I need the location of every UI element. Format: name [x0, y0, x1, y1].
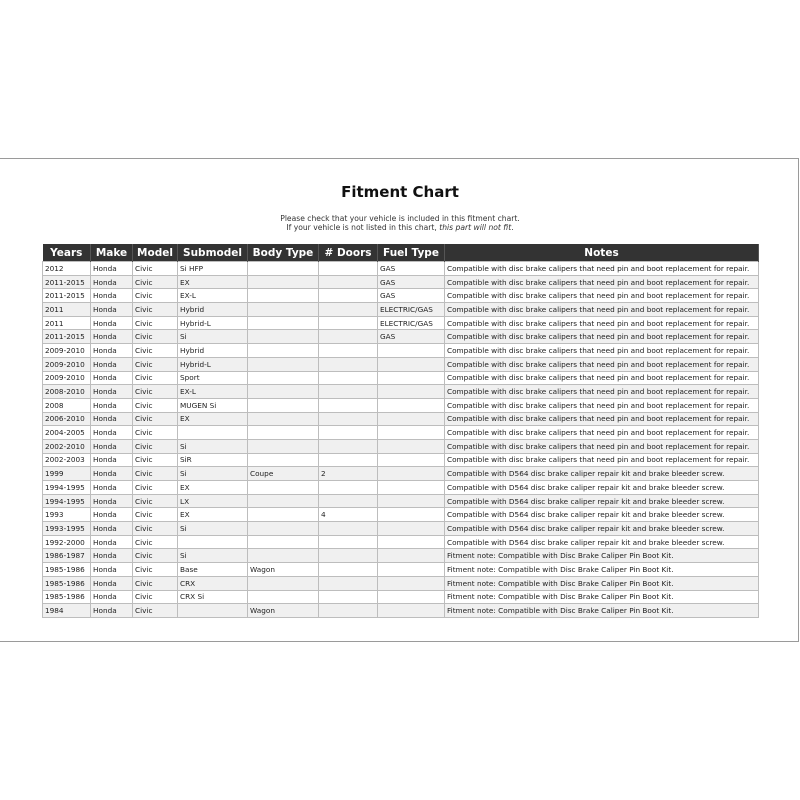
doors-cell: [319, 481, 378, 495]
submodel-cell: CRX: [178, 576, 248, 590]
notes-cell: Compatible with disc brake calipers that need pin and boot replacement for repair.: [445, 330, 759, 344]
submodel-cell: [178, 604, 248, 618]
notes-cell: Compatible with D564 disc brake caliper repair kit and brake bleeder screw.: [445, 522, 759, 536]
table-row: [43, 385, 759, 399]
submodel-cell: Si: [178, 522, 248, 536]
submodel-cell: EX: [178, 412, 248, 426]
doors-cell: [319, 385, 378, 399]
submodel-cell: SiR: [178, 453, 248, 467]
make-cell: Honda: [91, 508, 133, 522]
table-row: [43, 330, 759, 344]
body-type-cell: Coupe: [248, 467, 319, 481]
submodel-cell: Hybrid: [178, 303, 248, 317]
body-type-cell: [248, 398, 319, 412]
make-cell: Honda: [91, 357, 133, 371]
make-cell: Honda: [91, 522, 133, 536]
body-type-cell: [248, 494, 319, 508]
submodel-cell: EX-L: [178, 289, 248, 303]
model-cell: Civic: [133, 398, 178, 412]
years-cell: 1984: [43, 604, 91, 618]
years-cell: 1993: [43, 508, 91, 522]
doors-cell: [319, 330, 378, 344]
years-cell: 2002-2003: [43, 453, 91, 467]
body-type-cell: [248, 481, 319, 495]
submodel-cell: Hybrid: [178, 344, 248, 358]
notes-cell: Compatible with D564 disc brake caliper repair kit and brake bleeder screw.: [445, 494, 759, 508]
doors-cell: [319, 357, 378, 371]
notes-cell: Compatible with disc brake calipers that need pin and boot replacement for repair.: [445, 275, 759, 289]
doors-cell: [319, 412, 378, 426]
table-body: [43, 262, 759, 618]
table-row: [43, 344, 759, 358]
doors-cell: [319, 344, 378, 358]
notes-cell: Compatible with disc brake calipers that need pin and boot replacement for repair.: [445, 453, 759, 467]
doors-cell: [319, 426, 378, 440]
make-cell: Honda: [91, 385, 133, 399]
years-cell: 2011-2015: [43, 289, 91, 303]
years-cell: 1999: [43, 467, 91, 481]
years-cell: 2009-2010: [43, 344, 91, 358]
body-type-cell: Wagon: [248, 604, 319, 618]
subtitle-line-2-emphasis: this part will not fit: [439, 223, 512, 232]
model-cell: Civic: [133, 590, 178, 604]
make-cell: Honda: [91, 344, 133, 358]
body-type-cell: [248, 289, 319, 303]
model-cell: Civic: [133, 549, 178, 563]
table-row: [43, 412, 759, 426]
model-cell: Civic: [133, 576, 178, 590]
body-type-cell: [248, 344, 319, 358]
doors-cell: [319, 371, 378, 385]
table-row: [43, 549, 759, 563]
fuel-type-cell: ELECTRIC/GAS: [378, 303, 445, 317]
fuel-type-cell: GAS: [378, 330, 445, 344]
column-header-submodel: Submodel: [178, 244, 248, 262]
years-cell: 1994-1995: [43, 481, 91, 495]
years-cell: 2011-2015: [43, 275, 91, 289]
fuel-type-cell: GAS: [378, 289, 445, 303]
doors-cell: [319, 275, 378, 289]
doors-cell: [319, 439, 378, 453]
table-row: [43, 357, 759, 371]
notes-cell: Fitment note: Compatible with Disc Brake Caliper Pin Boot Kit.: [445, 604, 759, 618]
column-header-notes: Notes: [445, 244, 759, 262]
make-cell: Honda: [91, 316, 133, 330]
make-cell: Honda: [91, 289, 133, 303]
doors-cell: [319, 576, 378, 590]
doors-cell: [319, 535, 378, 549]
doors-cell: [319, 262, 378, 276]
model-cell: Civic: [133, 508, 178, 522]
model-cell: Civic: [133, 385, 178, 399]
doors-cell: [319, 494, 378, 508]
table-row: [43, 303, 759, 317]
notes-cell: Compatible with disc brake calipers that need pin and boot replacement for repair.: [445, 289, 759, 303]
years-cell: 2008-2010: [43, 385, 91, 399]
model-cell: Civic: [133, 357, 178, 371]
model-cell: Civic: [133, 316, 178, 330]
model-cell: Civic: [133, 412, 178, 426]
table-row: [43, 604, 759, 618]
doors-cell: [319, 289, 378, 303]
doors-cell: [319, 303, 378, 317]
subtitle-line-1: Please check that your vehicle is included in this fitment chart.: [280, 214, 520, 223]
fuel-type-cell: [378, 453, 445, 467]
make-cell: Honda: [91, 330, 133, 344]
model-cell: Civic: [133, 439, 178, 453]
make-cell: Honda: [91, 303, 133, 317]
years-cell: 1985-1986: [43, 563, 91, 577]
model-cell: Civic: [133, 535, 178, 549]
make-cell: Honda: [91, 576, 133, 590]
table-row: [43, 535, 759, 549]
submodel-cell: Si: [178, 330, 248, 344]
fuel-type-cell: [378, 357, 445, 371]
years-cell: 1985-1986: [43, 576, 91, 590]
doors-cell: [319, 590, 378, 604]
make-cell: Honda: [91, 494, 133, 508]
make-cell: Honda: [91, 439, 133, 453]
years-cell: 2009-2010: [43, 371, 91, 385]
notes-cell: Compatible with disc brake calipers that need pin and boot replacement for repair.: [445, 303, 759, 317]
model-cell: Civic: [133, 481, 178, 495]
notes-cell: Compatible with disc brake calipers that need pin and boot replacement for repair.: [445, 357, 759, 371]
submodel-cell: Si: [178, 549, 248, 563]
notes-cell: Fitment note: Compatible with Disc Brake Caliper Pin Boot Kit.: [445, 576, 759, 590]
model-cell: Civic: [133, 453, 178, 467]
submodel-cell: Si HFP: [178, 262, 248, 276]
model-cell: Civic: [133, 494, 178, 508]
fuel-type-cell: [378, 590, 445, 604]
table-row: [43, 398, 759, 412]
body-type-cell: [248, 439, 319, 453]
model-cell: Civic: [133, 275, 178, 289]
years-cell: 2011: [43, 303, 91, 317]
submodel-cell: EX: [178, 275, 248, 289]
submodel-cell: EX-L: [178, 385, 248, 399]
body-type-cell: [248, 522, 319, 536]
model-cell: Civic: [133, 563, 178, 577]
table-row: [43, 439, 759, 453]
table-row: [43, 371, 759, 385]
years-cell: 2002-2010: [43, 439, 91, 453]
doors-cell: [319, 316, 378, 330]
submodel-cell: [178, 535, 248, 549]
notes-cell: Compatible with disc brake calipers that need pin and boot replacement for repair.: [445, 398, 759, 412]
fuel-type-cell: [378, 467, 445, 481]
notes-cell: Compatible with disc brake calipers that need pin and boot replacement for repair.: [445, 439, 759, 453]
doors-cell: 2: [319, 467, 378, 481]
doors-cell: [319, 522, 378, 536]
submodel-cell: Si: [178, 439, 248, 453]
table-row: [43, 289, 759, 303]
model-cell: Civic: [133, 522, 178, 536]
notes-cell: Compatible with disc brake calipers that need pin and boot replacement for repair.: [445, 262, 759, 276]
years-cell: 1992-2000: [43, 535, 91, 549]
notes-cell: Compatible with D564 disc brake caliper repair kit and brake bleeder screw.: [445, 535, 759, 549]
fuel-type-cell: [378, 494, 445, 508]
fuel-type-cell: [378, 535, 445, 549]
fitment-panel: [0, 158, 799, 642]
notes-cell: Fitment note: Compatible with Disc Brake Caliper Pin Boot Kit.: [445, 549, 759, 563]
table-row: [43, 453, 759, 467]
notes-cell: Compatible with D564 disc brake caliper repair kit and brake bleeder screw.: [445, 467, 759, 481]
years-cell: 1985-1986: [43, 590, 91, 604]
body-type-cell: [248, 412, 319, 426]
make-cell: Honda: [91, 371, 133, 385]
fuel-type-cell: GAS: [378, 262, 445, 276]
submodel-cell: EX: [178, 481, 248, 495]
doors-cell: [319, 453, 378, 467]
model-cell: Civic: [133, 371, 178, 385]
body-type-cell: [248, 590, 319, 604]
table-row: [43, 576, 759, 590]
model-cell: Civic: [133, 262, 178, 276]
notes-cell: Compatible with disc brake calipers that need pin and boot replacement for repair.: [445, 385, 759, 399]
table-row: [43, 275, 759, 289]
table-row: [43, 494, 759, 508]
submodel-cell: Sport: [178, 371, 248, 385]
table-row: [43, 563, 759, 577]
fuel-type-cell: [378, 563, 445, 577]
body-type-cell: [248, 330, 319, 344]
submodel-cell: Hybrid-L: [178, 357, 248, 371]
table-row: [43, 262, 759, 276]
body-type-cell: Wagon: [248, 563, 319, 577]
model-cell: Civic: [133, 426, 178, 440]
table-row: [43, 426, 759, 440]
doors-cell: 4: [319, 508, 378, 522]
fuel-type-cell: [378, 508, 445, 522]
column-header-years: Years: [43, 244, 91, 262]
make-cell: Honda: [91, 481, 133, 495]
years-cell: 2011: [43, 316, 91, 330]
body-type-cell: [248, 303, 319, 317]
fuel-type-cell: [378, 426, 445, 440]
model-cell: Civic: [133, 604, 178, 618]
doors-cell: [319, 549, 378, 563]
fuel-type-cell: [378, 412, 445, 426]
model-cell: Civic: [133, 467, 178, 481]
body-type-cell: [248, 316, 319, 330]
years-cell: 2009-2010: [43, 357, 91, 371]
notes-cell: Compatible with D564 disc brake caliper repair kit and brake bleeder screw.: [445, 508, 759, 522]
notes-cell: Compatible with disc brake calipers that need pin and boot replacement for repair.: [445, 344, 759, 358]
fuel-type-cell: [378, 344, 445, 358]
make-cell: Honda: [91, 453, 133, 467]
years-cell: 2004-2005: [43, 426, 91, 440]
subtitle-line-2-suffix: .: [511, 223, 514, 232]
model-cell: Civic: [133, 303, 178, 317]
column-header-model: Model: [133, 244, 178, 262]
column-header-fuel-type: Fuel Type: [378, 244, 445, 262]
model-cell: Civic: [133, 344, 178, 358]
fuel-type-cell: [378, 549, 445, 563]
notes-cell: Compatible with disc brake calipers that need pin and boot replacement for repair.: [445, 371, 759, 385]
fuel-type-cell: [378, 439, 445, 453]
submodel-cell: [178, 426, 248, 440]
make-cell: Honda: [91, 563, 133, 577]
body-type-cell: [248, 385, 319, 399]
column-header-make: Make: [91, 244, 133, 262]
submodel-cell: EX: [178, 508, 248, 522]
body-type-cell: [248, 371, 319, 385]
subtitle-line-2: [0, 223, 800, 233]
years-cell: 1994-1995: [43, 494, 91, 508]
body-type-cell: [248, 275, 319, 289]
make-cell: Honda: [91, 535, 133, 549]
fuel-type-cell: [378, 522, 445, 536]
years-cell: 1993-1995: [43, 522, 91, 536]
table-row: [43, 590, 759, 604]
submodel-cell: MUGEN Si: [178, 398, 248, 412]
notes-cell: Fitment note: Compatible with Disc Brake Caliper Pin Boot Kit.: [445, 563, 759, 577]
submodel-cell: Hybrid-L: [178, 316, 248, 330]
fitment-table: [42, 244, 759, 618]
fuel-type-cell: [378, 371, 445, 385]
notes-cell: Compatible with disc brake calipers that need pin and boot replacement for repair.: [445, 412, 759, 426]
submodel-cell: LX: [178, 494, 248, 508]
make-cell: Honda: [91, 590, 133, 604]
notes-cell: Compatible with D564 disc brake caliper repair kit and brake bleeder screw.: [445, 481, 759, 495]
fuel-type-cell: [378, 604, 445, 618]
page-title: Fitment Chart: [341, 183, 459, 201]
fuel-type-cell: [378, 385, 445, 399]
body-type-cell: [248, 426, 319, 440]
body-type-cell: [248, 262, 319, 276]
doors-cell: [319, 604, 378, 618]
table-row: [43, 508, 759, 522]
submodel-cell: Base: [178, 563, 248, 577]
make-cell: Honda: [91, 262, 133, 276]
years-cell: 2012: [43, 262, 91, 276]
make-cell: Honda: [91, 549, 133, 563]
body-type-cell: [248, 535, 319, 549]
column-header-doors: # Doors: [319, 244, 378, 262]
make-cell: Honda: [91, 467, 133, 481]
fuel-type-cell: [378, 398, 445, 412]
notes-cell: Fitment note: Compatible with Disc Brake Caliper Pin Boot Kit.: [445, 590, 759, 604]
notes-cell: Compatible with disc brake calipers that need pin and boot replacement for repair.: [445, 426, 759, 440]
body-type-cell: [248, 357, 319, 371]
table-row: [43, 467, 759, 481]
years-cell: 2011-2015: [43, 330, 91, 344]
fuel-type-cell: GAS: [378, 275, 445, 289]
make-cell: Honda: [91, 398, 133, 412]
fuel-type-cell: ELECTRIC/GAS: [378, 316, 445, 330]
body-type-cell: [248, 453, 319, 467]
submodel-cell: CRX Si: [178, 590, 248, 604]
body-type-cell: [248, 576, 319, 590]
make-cell: Honda: [91, 426, 133, 440]
model-cell: Civic: [133, 289, 178, 303]
table-row: [43, 316, 759, 330]
doors-cell: [319, 563, 378, 577]
body-type-cell: [248, 549, 319, 563]
model-cell: Civic: [133, 330, 178, 344]
years-cell: 2006-2010: [43, 412, 91, 426]
make-cell: Honda: [91, 412, 133, 426]
doors-cell: [319, 398, 378, 412]
make-cell: Honda: [91, 275, 133, 289]
table-row: [43, 522, 759, 536]
notes-cell: Compatible with disc brake calipers that need pin and boot replacement for repair.: [445, 316, 759, 330]
column-header-body-type: Body Type: [248, 244, 319, 262]
fuel-type-cell: [378, 481, 445, 495]
make-cell: Honda: [91, 604, 133, 618]
table-header-row: [43, 244, 759, 262]
submodel-cell: Si: [178, 467, 248, 481]
years-cell: 2008: [43, 398, 91, 412]
subtitle-line-2-prefix: If your vehicle is not listed in this chart,: [286, 223, 440, 232]
table-row: [43, 481, 759, 495]
years-cell: 1986-1987: [43, 549, 91, 563]
fuel-type-cell: [378, 576, 445, 590]
body-type-cell: [248, 508, 319, 522]
